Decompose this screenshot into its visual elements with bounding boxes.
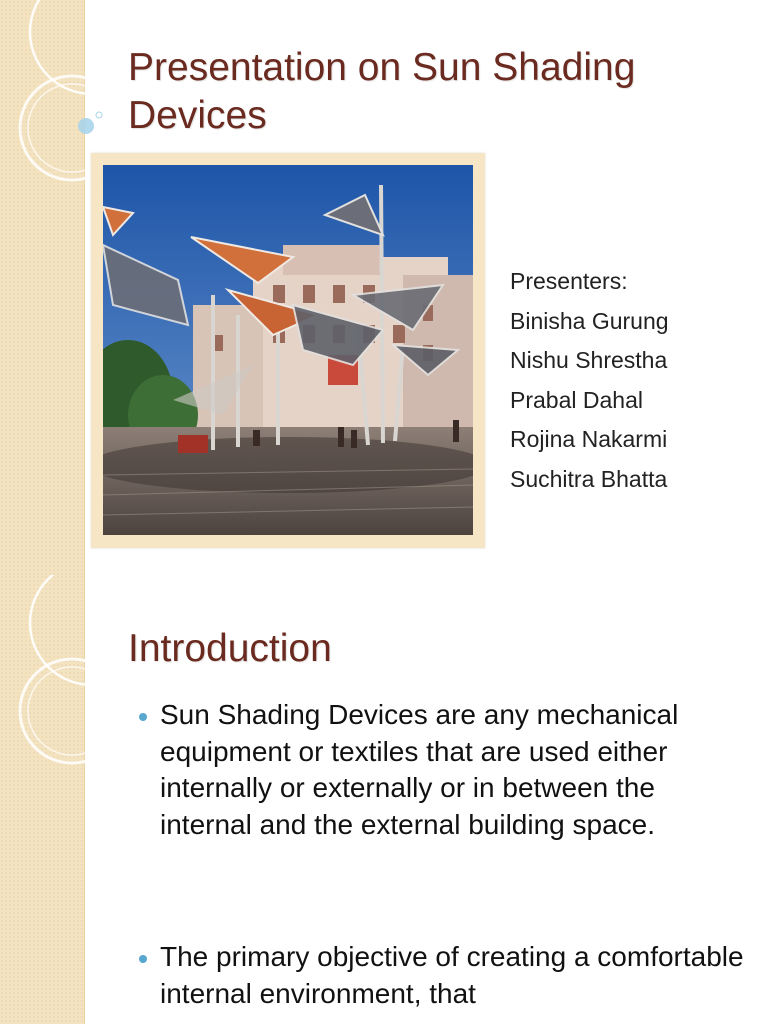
bullet-text: The primary objective of creating a comfortable internal environment, that (160, 941, 744, 1009)
slide-title: Presentation on Sun Shading Devices (128, 46, 636, 137)
bullet-text: Sun Shading Devices are any mechanical equipment or textiles that are used either internally or externally or in between the internal and the external building space. (160, 699, 679, 840)
decorative-rings (0, 575, 130, 775)
bullet-item (130, 939, 750, 1012)
presenter-name: Prabal Dahal (510, 386, 643, 413)
presenters-list (510, 262, 750, 499)
bullet-list (130, 697, 750, 1012)
bullet-item (130, 697, 750, 843)
presenter-name: Suchitra Bhatta (510, 465, 668, 492)
presenter-name: Binisha Gurung (510, 307, 669, 334)
slide-title: Introduction (128, 627, 332, 670)
bullet-dot-icon (139, 955, 147, 963)
presenters-heading: Presenters: (510, 268, 628, 294)
sun-shade-canopy-photo (103, 165, 473, 535)
slide-introduction (0, 575, 768, 1024)
photo-frame (91, 153, 485, 548)
presenter-name: Nishu Shrestha (510, 347, 668, 373)
bullet-dot-icon (139, 713, 147, 721)
presenter-name: Rojina Nakarmi (510, 426, 668, 452)
